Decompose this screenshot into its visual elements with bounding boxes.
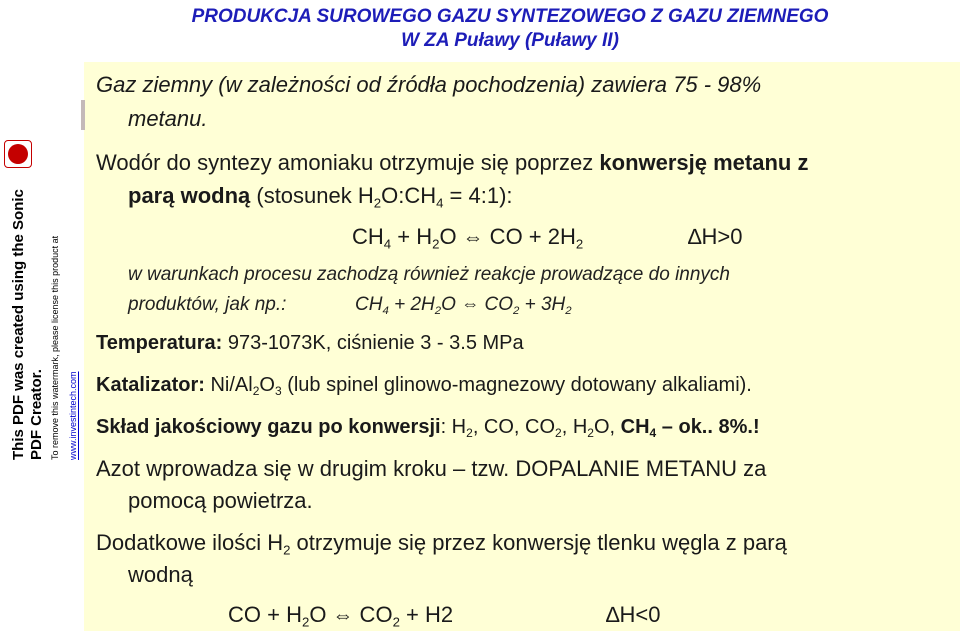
gas-composition-line-2: metanu. [128,106,208,131]
equilibrium-arrow-icon: ⇔ [461,294,480,314]
watermark-link[interactable]: www.investintech.com [68,371,78,460]
reaction-equation-2: $CH_4 + 2H_2O$ ⇔ $CO_2 + 3H_2$ [355,294,572,317]
nitrogen-line-1: Azot wprowadza się w drugim kroku – tzw. DOPALANIE METANU za [96,456,767,481]
equilibrium-arrow-icon: ⇔ [332,604,354,627]
enthalpy-1: ∆H>0 [688,224,743,249]
title-line-1: PRODUKCJA SUROWEGO GAZU SYNTEZOWEGO Z GAZU ZIEMNEGO [191,6,829,27]
title-line-2: W ZA Puławy (Puławy II) [401,30,619,51]
hydrogen-line-2: parą wodną (stosunek $H_2O:CH_4$ = 4:1): [128,183,513,211]
side-reactions-line-1: w warunkach procesu zachodzą również reakcje prowadzące do innych [128,264,730,285]
gas-composition-line-1: Gaz ziemny (w zależności od źródła pochodzenia) zawiera 75 - 98% [96,72,762,97]
temperature-line: Temperatura: 973-1073K, ciśnienie 3 - 3.5 MPa [96,332,524,354]
equilibrium-arrow-icon: ⇔ [462,226,484,249]
side-reactions-line-2: produktów, jak np.: [128,294,287,315]
watermark-sub: To remove this watermark, please license this product at www.investintech.com [50,235,78,460]
sonic-logo-icon [4,140,32,168]
panel-tab [81,100,85,130]
watermark-main: This PDF was created using the Sonic PDF Creator. [10,189,45,460]
nitrogen-line-2: pomocą powietrza. [128,488,313,513]
additional-hydrogen-line-1: Dodatkowe ilości $H_2$ otrzymuje się przez konwersję tlenku węgla z parą [96,530,787,558]
watermark-sidebar [0,130,78,460]
catalyst-line: Katalizator: $Ni/Al_2O_3$ (lub spinel glinowo-magnezowy dotowany alkaliami). [96,374,752,399]
enthalpy-3: ∆H<0 [606,602,661,627]
reaction-equation-3: CO + $H_2O$ ⇔ $CO_2 + H2$ [228,602,454,630]
composition-line: Skład jakościowy gazu po konwersji: $H_2$, CO, $CO_2$, $H_2O$, $CH_4$ – ok.. 8%.! [96,416,760,441]
additional-hydrogen-line-2: wodną [128,562,193,587]
hydrogen-line-1: Wodór do syntezy amoniaku otrzymuje się poprzez konwersję metanu z [96,150,809,175]
reaction-equation-1: $CH_4 + H_2O$ ⇔ CO + $2H_2$ [352,224,584,252]
watermark-text [10,170,82,460]
